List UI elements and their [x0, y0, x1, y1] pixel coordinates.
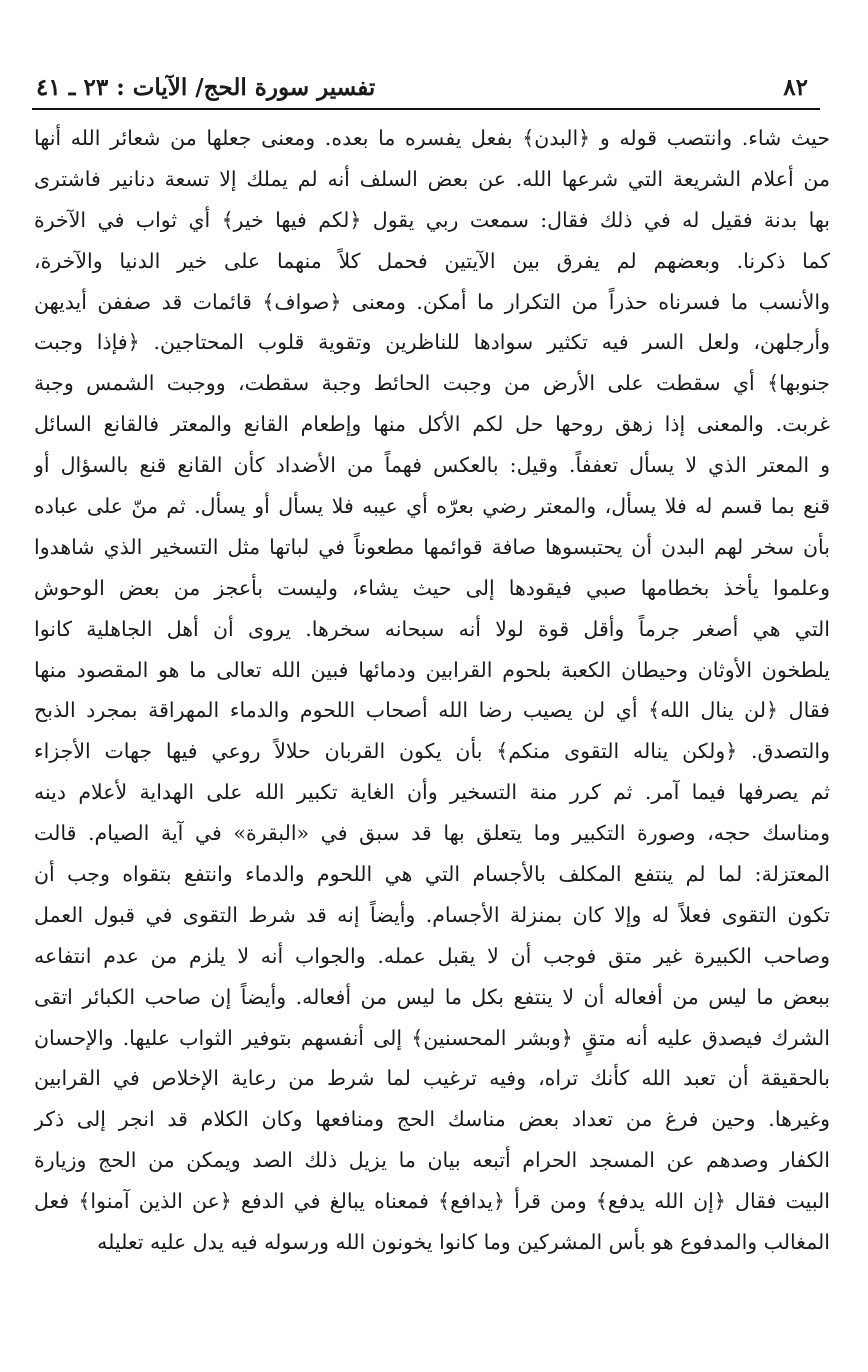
text-line: ثم يصرفها فيما آمر. ثم كرر منة التسخير وأن الغاية تكبير الله على الهداية لأعلام دينه — [34, 780, 830, 805]
text-line: غربت. والمعنى إذا زهق روحها حل لكم الأكل منها وإطعام القانع والمعتر فالقانع السائل — [34, 412, 830, 437]
text-line: ببعض ما ليس من أفعاله أن لا ينتفع بكل ما ليس من أفعاله. وأيضاً إن صاحب الكبائر اتقى — [34, 984, 830, 1009]
text-line: حيث شاء. وانتصب قوله و ﴿البدن﴾ بفعل يفسره ما بعده. ومعنى جعلها من شعائر الله أنها — [34, 126, 830, 150]
text-line: وغيرها. وحين فرغ من تعداد بعض مناسك الحج ومنافعها وكان الكلام قد انجر إلى ذكر — [34, 1107, 830, 1132]
text-line: فقال ﴿لن ينال الله﴾ أي لن يصيب رضا الله أصحاب اللحوم والدماء المهراقة بمجرد الذبح — [34, 698, 830, 723]
text-line: وعلموا يأخذ بخطامها صبي فيقودها إلى حيث يشاء، وليست بأعجز من بعض الوحوش — [34, 575, 830, 600]
text-line: المعتزلة: لما لم ينتفع المكلف بالأجسام التي هي اللحوم والدماء وانتفع بتقواه وجب أن — [34, 862, 830, 887]
text-line: بالحقيقة أن تعبد الله كأنك تراه، وفيه ترغيب لما شرط من رعاية الإخلاص في القرابين — [34, 1066, 830, 1091]
text-line: البيت فقال ﴿إن الله يدفع﴾ ومن قرأ ﴿يدافع﴾ فمعناه يبالغ في الدفع ﴿عن الذين آمنوا﴾ فعل — [34, 1189, 830, 1214]
text-line: ومناسك حجه، وصورة التكبير وما يتعلق بها قد سبق في «البقرة» في آية الصيام. قالت — [34, 821, 830, 846]
text-line: بأن سخر لهم البدن أن يحتبسوها صافة قوائمها مطعوناً في لباتها مثل التسخير الذي شاهدوا — [34, 534, 830, 559]
text-line: والأنسب ما فسرناه حذراً من التكرار ما أمكن. ومعنى ﴿صواف﴾ قائمات قد صففن أيديهن — [34, 289, 830, 314]
text-line: و المعتر الذي لا يسأل تعففاً. وقيل: بالعكس فهماً من الأضداد كأن القانع قنع بالسؤال أو — [34, 453, 830, 478]
text-line: وأرجلهن، ولعل السر فيه تكثير سوادها للناظرين وتقوية قلوب المحتاجين. ﴿فإذا وجبت — [34, 330, 830, 355]
text-line: من أعلام الشريعة التي شرعها الله. عن بعض السلف أنه لم يملك إلا تسعة دنانير فاشترى — [34, 166, 830, 191]
text-line: الكفار وصدهم عن المسجد الحرام أتبعه بيان ما يزيل ذلك الصد ويمكن من الحج وزيارة — [34, 1148, 830, 1173]
page-number: ٨٢ — [783, 74, 808, 101]
text-line: الشرك فيصدق عليه أنه متقٍ ﴿وبشر المحسنين﴾ إلى أنفسهم بتوفير الثواب عليها. والإحسان — [34, 1025, 830, 1050]
text-line: قنع بما قسم له فلا يسأل، والمعتر رضي بعرّه أي عيبه فلا يسأل أو يسأل. ثم منّ على عباده — [34, 494, 830, 519]
text-line: التي هي أصغر جرماً وأقل قوة لولا أنه سبحانه سخرها. يروى أن أهل الجاهلية كانوا — [34, 616, 830, 641]
running-title: تفسير سورة الحج/ الآيات : ٢٣ ـ ٤١ — [36, 74, 376, 101]
text-line: وصاحب الكبيرة غير متق فوجب أن لا يقبل عمله. والجواب أنه لا يلزم من عدم انتفاعه — [34, 943, 830, 968]
text-line: المغالب والمدفوع هو بأس المشركين وما كانوا يخونون الله ورسوله فيه يدل عليه تعليله — [97, 1230, 830, 1255]
body-text — [34, 118, 830, 1263]
text-line: والتصدق. ﴿ولكن يناله التقوى منكم﴾ بأن يكون القربان حلالاً روعي فيها جهات الأجزاء — [34, 739, 830, 764]
page-header — [30, 66, 822, 108]
text-line: بها بدنة فقيل له في ذلك فقال: سمعت ربي يقول ﴿لكم فيها خير﴾ أي ثواب في الآخرة — [34, 207, 830, 232]
text-line: جنوبها﴾ أي سقطت على الأرض من وجبت الحائط وجبة سقطت، ووجبت الشمس وجبة — [34, 371, 830, 396]
text-line: كما ذكرنا. وبعضهم لم يفرق بين الآيتين فحمل كلاً منهما على خير الدنيا والآخرة، — [34, 248, 830, 273]
text-line: يلطخون الأوثان وحيطان الكعبة بلحوم القرابين ودمائها فبين الله تعالى ما هو المقصود منها — [34, 657, 830, 682]
header-divider — [32, 108, 820, 110]
text-line: تكون التقوى فعلاً له وإلا كان بمنزلة الأجسام. وأيضاً إنه قد شرط التقوى في قبول العمل — [34, 902, 830, 927]
